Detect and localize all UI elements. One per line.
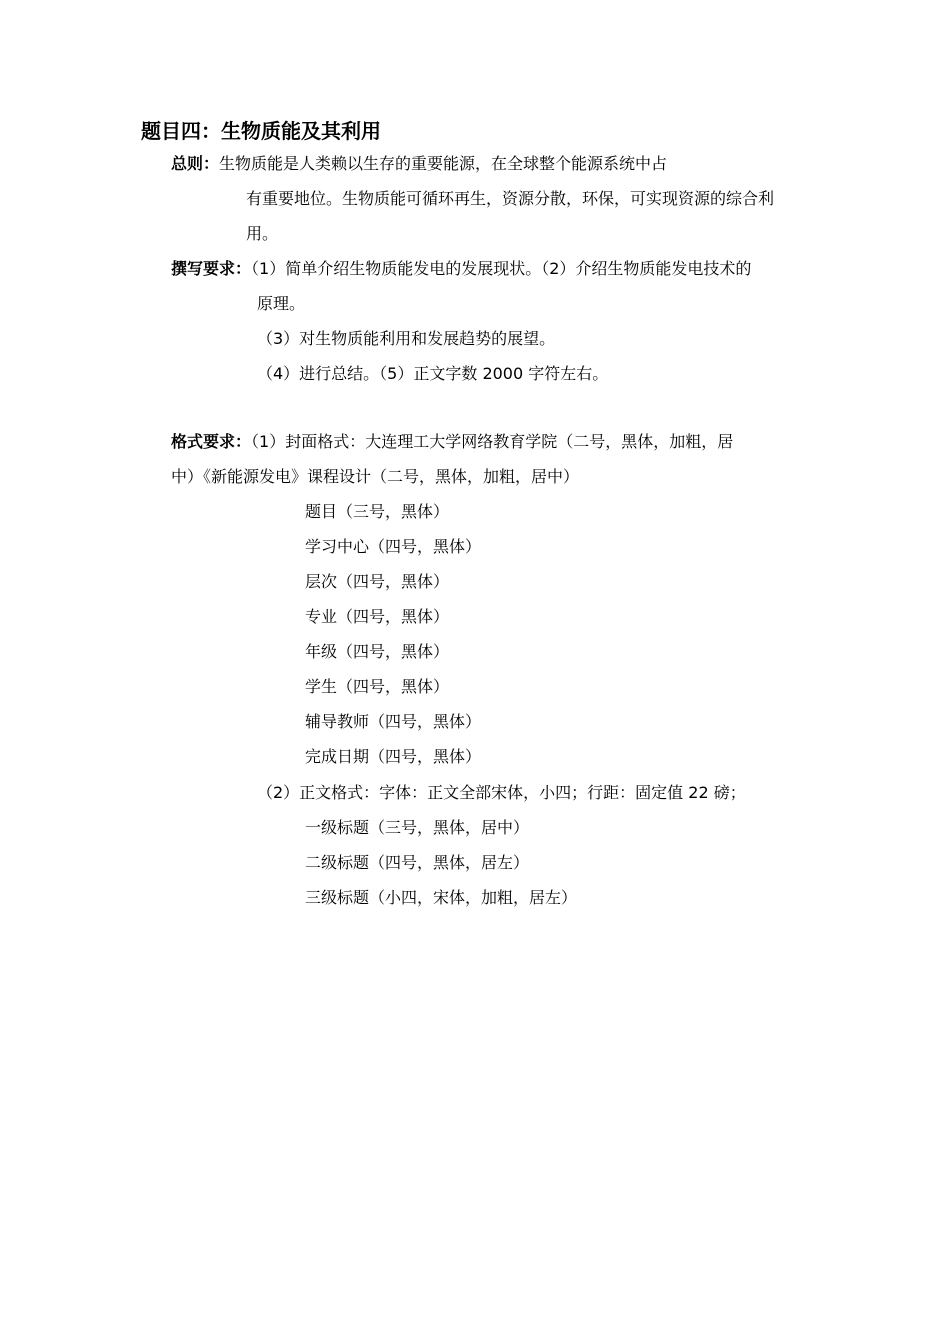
- cover-item: 学习中心（四号，黑体）: [305, 537, 482, 556]
- general-line-1: [171, 153, 667, 175]
- format-text-1: （1）封面格式：大连理工大学网络教育学院（二号，黑体，加粗，居: [251, 432, 734, 451]
- page-title: 题目四：生物质能及其利用: [141, 119, 381, 143]
- format-line-1: [171, 431, 733, 453]
- cover-item: 层次（四号，黑体）: [305, 572, 450, 591]
- general-label: 总则：: [171, 154, 220, 173]
- cover-item: 学生（四号，黑体）: [305, 677, 450, 696]
- format-label: 格式要求：: [171, 432, 252, 451]
- heading-item: 一级标题（三号，黑体，居中）: [305, 818, 530, 837]
- writing-line-1: [171, 258, 751, 280]
- heading-item: 二级标题（四号，黑体，居左）: [305, 853, 530, 872]
- format-line-2: 中）《新能源发电》课程设计（二号，黑体，加粗，居中）: [171, 467, 580, 486]
- writing-label: 撰写要求：: [171, 259, 252, 278]
- cover-item: 辅导教师（四号，黑体）: [305, 712, 482, 731]
- general-text-1: 生物质能是人类赖以生存的重要能源，在全球整个能源系统中占: [219, 154, 668, 173]
- writing-line-2: 原理。: [257, 294, 306, 313]
- cover-item: 完成日期（四号，黑体）: [305, 747, 482, 766]
- cover-item: 题目（三号，黑体）: [305, 502, 450, 521]
- general-line-2: 有重要地位。生物质能可循环再生，资源分散，环保，可实现资源的综合利: [246, 189, 775, 208]
- cover-item: 年级（四号，黑体）: [305, 642, 450, 661]
- body-format-line: （2）正文格式：字体：正文全部宋体，小四；行距：固定值 22 磅；: [257, 783, 746, 802]
- cover-item: 专业（四号，黑体）: [305, 607, 450, 626]
- writing-text-1: （1）简单介绍生物质能发电的发展现状。（2）介绍生物质能发电技术的: [251, 259, 752, 278]
- writing-line-3: （3）对生物质能利用和发展趋势的展望。: [257, 329, 556, 348]
- general-line-3: 用。: [246, 224, 279, 243]
- heading-item: 三级标题（小四，宋体，加粗，居左）: [305, 888, 578, 907]
- writing-line-4: （4）进行总结。（5）正文字数 2000 字符左右。: [257, 364, 609, 383]
